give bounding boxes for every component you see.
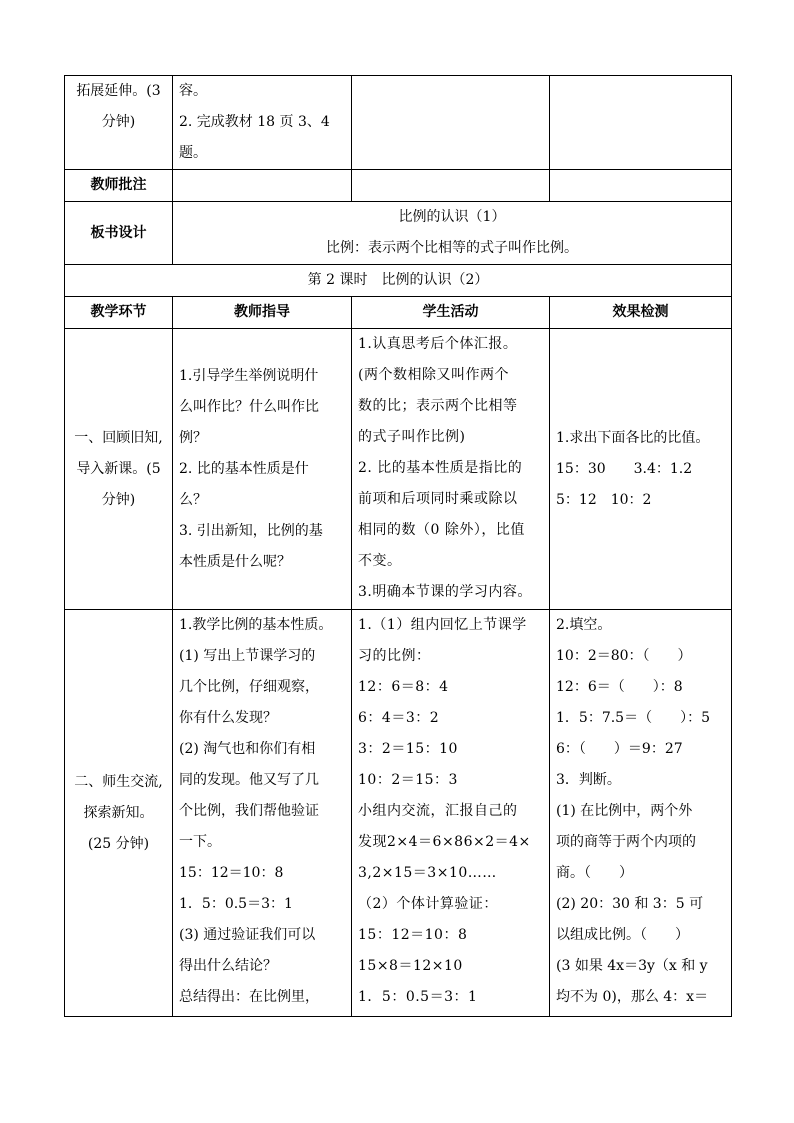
effect-cell	[550, 610, 732, 1017]
stage-line: 拓展延伸。(3	[76, 83, 161, 99]
student-line: 3,2×15＝3×10……	[358, 865, 497, 881]
student-line: 15：12＝10：8	[358, 927, 468, 943]
teacher-line: 你有什么发现？	[179, 710, 277, 726]
teacher-line: 例？	[179, 429, 207, 446]
teacher-line: 15：12＝10：8	[179, 865, 284, 881]
student-line: 发现2×4＝6×86×2＝4×	[358, 834, 531, 850]
student-line: 数的比；表示两个比相等	[358, 398, 518, 414]
student-line: 不变。	[358, 553, 402, 569]
student-line: 1．5：0.5＝3：1	[358, 989, 478, 1005]
student-line: 前项和后项同时乘或除以	[358, 491, 518, 507]
student-line: 15×8＝12×10	[358, 958, 463, 974]
effect-line: 均不为 0)，那么 4：x＝	[556, 989, 709, 1005]
teacher-cell	[173, 610, 352, 1017]
stage-cell	[65, 610, 173, 1017]
teacher-line: 得出什么结论？	[179, 958, 277, 974]
stage-cell	[65, 329, 173, 610]
teacher-line: 么叫作比？什么叫作比	[179, 398, 319, 415]
teacher-line: 3. 引出新知，比例的基	[179, 522, 323, 539]
effect-line: (2) 20：30 和 3：5 可	[556, 896, 704, 912]
student-line: 6：4＝3：2	[358, 710, 440, 726]
effect-line: 3．判断。	[556, 772, 621, 788]
row-headers	[65, 297, 732, 329]
teacher-line: 几个比例，仔细观察，	[179, 679, 319, 695]
effect-line: (1) 在比例中，两个外	[556, 803, 693, 819]
header-student: 学生活动	[352, 297, 550, 329]
student-cell	[352, 610, 550, 1017]
comment-cell	[352, 170, 550, 202]
stage-line: 分钟)	[101, 114, 136, 130]
row-lesson-title	[65, 265, 732, 297]
board-content: 比例：表示两个比相等的式子叫作比例。	[326, 240, 578, 256]
effect-cell	[550, 329, 732, 610]
lesson-plan-table	[64, 75, 732, 1017]
board-content-cell	[173, 202, 732, 265]
student-line: 的式子叫作比例)	[358, 429, 466, 445]
row-explore	[65, 610, 732, 1017]
effect-line: 10：2＝80：（ ）	[556, 648, 692, 664]
stage-line: 探索新知。	[83, 804, 154, 821]
student-line: （2）个体计算验证：	[358, 896, 498, 912]
row-extension	[65, 76, 732, 170]
student-cell	[352, 329, 550, 610]
teacher-line: 2. 完成教材 18 页 3、4	[179, 114, 330, 130]
effect-line: 5：12 10：2	[556, 491, 652, 508]
effect-line: 1.求出下面各比的比值。	[556, 429, 710, 446]
header-stage: 教学环节	[65, 297, 173, 329]
student-line: (两个数相除又叫作两个	[358, 367, 509, 383]
student-line: 2. 比的基本性质是指比的	[358, 460, 523, 476]
teacher-line: 2. 比的基本性质是什	[179, 460, 309, 477]
effect-line: (3 如果 4x＝3y（x 和 y	[556, 958, 708, 974]
teacher-line: 1．5：0.5＝3：1	[179, 896, 293, 912]
effect-line: 1．5：7.5＝（ ）：5	[556, 710, 710, 726]
comment-label: 教师批注	[65, 170, 173, 202]
student-line: 1.（1）组内回忆上节课学	[358, 617, 527, 633]
student-line: 相同的数（0 除外），比值	[358, 522, 525, 538]
teacher-line: 题。	[179, 145, 207, 161]
effect-cell	[550, 76, 732, 170]
effect-line: 6：（ ）＝9：27	[556, 741, 683, 757]
student-line: 3.明确本节课的学习内容。	[358, 584, 532, 600]
teacher-line: 容。	[179, 83, 207, 99]
effect-line: 商。（ ）	[556, 865, 633, 881]
teacher-line: 本性质是什么呢？	[179, 553, 291, 570]
teacher-line: 同的发现。他又写了几	[179, 772, 319, 788]
board-label: 板书设计	[65, 202, 173, 265]
student-cell	[352, 76, 550, 170]
teacher-line: (2) 淘气也和你们有相	[179, 741, 316, 757]
row-comment	[65, 170, 732, 202]
stage-line: 一、回顾旧知,	[74, 429, 163, 446]
teacher-line: 个比例，我们帮他验证	[179, 803, 319, 819]
student-line: 12：6＝8：4	[358, 679, 449, 695]
effect-line: 2.填空。	[556, 617, 612, 633]
student-line: 1.认真思考后个体汇报。	[358, 336, 518, 352]
comment-cell	[173, 170, 352, 202]
effect-line: 项的商等于两个内项的	[556, 834, 696, 850]
teacher-line: 么？	[179, 491, 207, 508]
teacher-line: 1.引导学生举例说明什	[179, 367, 319, 384]
board-title: 比例的认识（1）	[398, 209, 506, 225]
stage-cell	[65, 76, 173, 170]
effect-line: 以组成比例。（ ）	[556, 927, 689, 943]
stage-line: 二、师生交流,	[74, 773, 163, 790]
teacher-line: 总结得出：在比例里，	[179, 989, 319, 1005]
teacher-line: (3) 通过验证我们可以	[179, 927, 316, 943]
student-line: 小组内交流，汇报自己的	[358, 803, 518, 819]
student-line: 习的比例：	[358, 648, 431, 664]
comment-cell	[550, 170, 732, 202]
teacher-line: 一下。	[179, 834, 221, 850]
header-effect: 效果检测	[550, 297, 732, 329]
teacher-cell	[173, 76, 352, 170]
teacher-cell	[173, 329, 352, 610]
teacher-line: (1) 写出上节课学习的	[179, 648, 316, 664]
row-review	[65, 329, 732, 610]
header-teacher: 教师指导	[173, 297, 352, 329]
student-line: 3：2＝15：10	[358, 741, 458, 757]
effect-line: 12：6＝（ ）：8	[556, 679, 683, 695]
student-line: 10：2＝15：3	[358, 772, 458, 788]
stage-line: (25 分钟)	[87, 835, 150, 852]
teacher-line: 1.教学比例的基本性质。	[179, 617, 333, 633]
lesson-title: 第 2 课时 比例的认识（2）	[65, 265, 732, 297]
stage-line: 导入新课。(5	[76, 460, 161, 477]
row-board	[65, 202, 732, 265]
effect-line: 15：30 3.4：1.2	[556, 460, 693, 477]
stage-line: 分钟)	[101, 491, 136, 508]
